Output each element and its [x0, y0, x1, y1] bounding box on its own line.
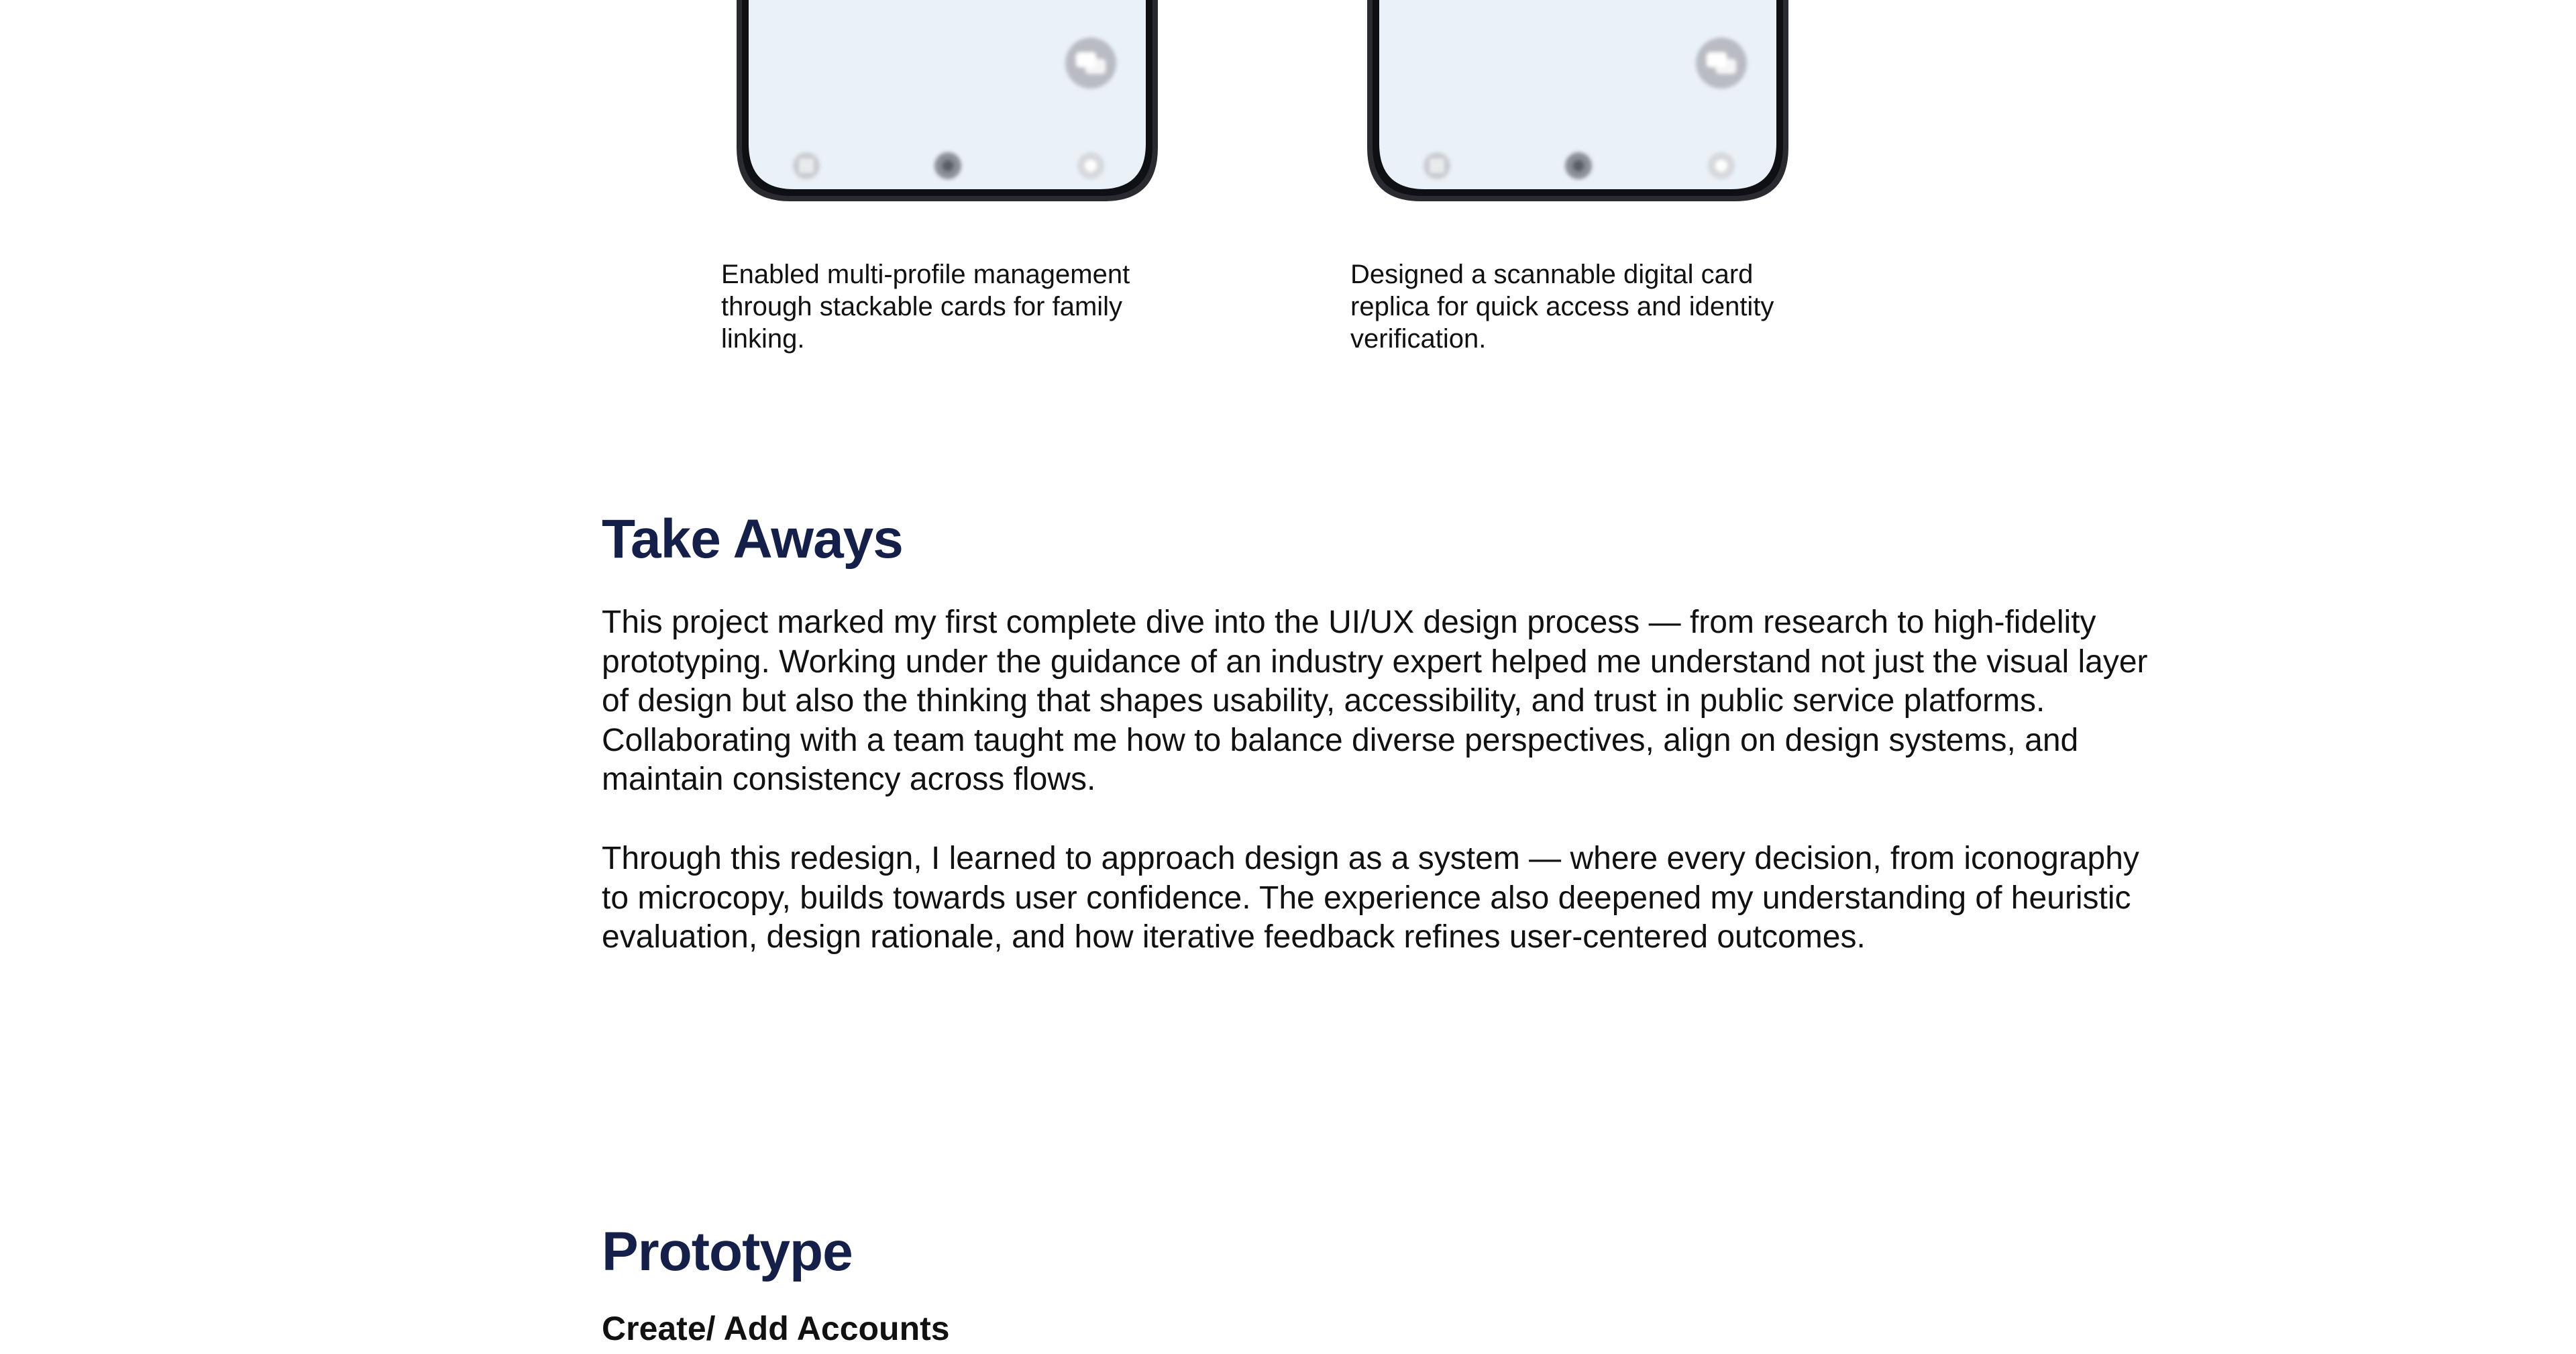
takeaways-heading: Take Aways [602, 509, 903, 570]
chat-bubble-icon[interactable] [1065, 38, 1116, 89]
digital-card-caption: Designed a scannable digital card replica for quick access and identity verification. [1350, 260, 1774, 354]
home-icon[interactable] [934, 152, 961, 179]
grid-icon[interactable] [1424, 152, 1450, 179]
settings-icon[interactable] [1708, 152, 1735, 179]
grid-icon[interactable] [793, 152, 820, 179]
settings-icon[interactable] [1077, 152, 1104, 179]
takeaways-paragraph: Through this redesign, I learned to approach design as a system — where every decision, from iconography to microcopy, builds towards user confidence. The experience also deepened my understanding of heuristic evaluation, design rationale, and how iterative feedback refines user-centered outcomes. [602, 841, 2139, 955]
takeaways-paragraph: This project marked my first complete dive into the UI/UX design process — from research to high-fidelity prototyping. Working under the guidance of an industry expert helped me understand not just the visual layer of design but also the thinking that shapes usability, accessibility, and trust in public service platforms. Collaborating with a team taught me how to balance diverse perspectives, align on design systems, and maintain consistency across flows. [602, 605, 2148, 797]
prototype-subheading: Create/ Add Accounts [602, 1310, 950, 1347]
phone-mockup-multi-profile [733, 0, 1162, 205]
prototype-heading: Prototype [602, 1221, 853, 1282]
home-icon[interactable] [1565, 152, 1592, 179]
multi-profile-caption: Enabled multi-profile management through stackable cards for family linking. [721, 260, 1130, 354]
chat-bubble-icon[interactable] [1696, 38, 1747, 89]
phone-mockup-digital-card [1363, 0, 1792, 205]
